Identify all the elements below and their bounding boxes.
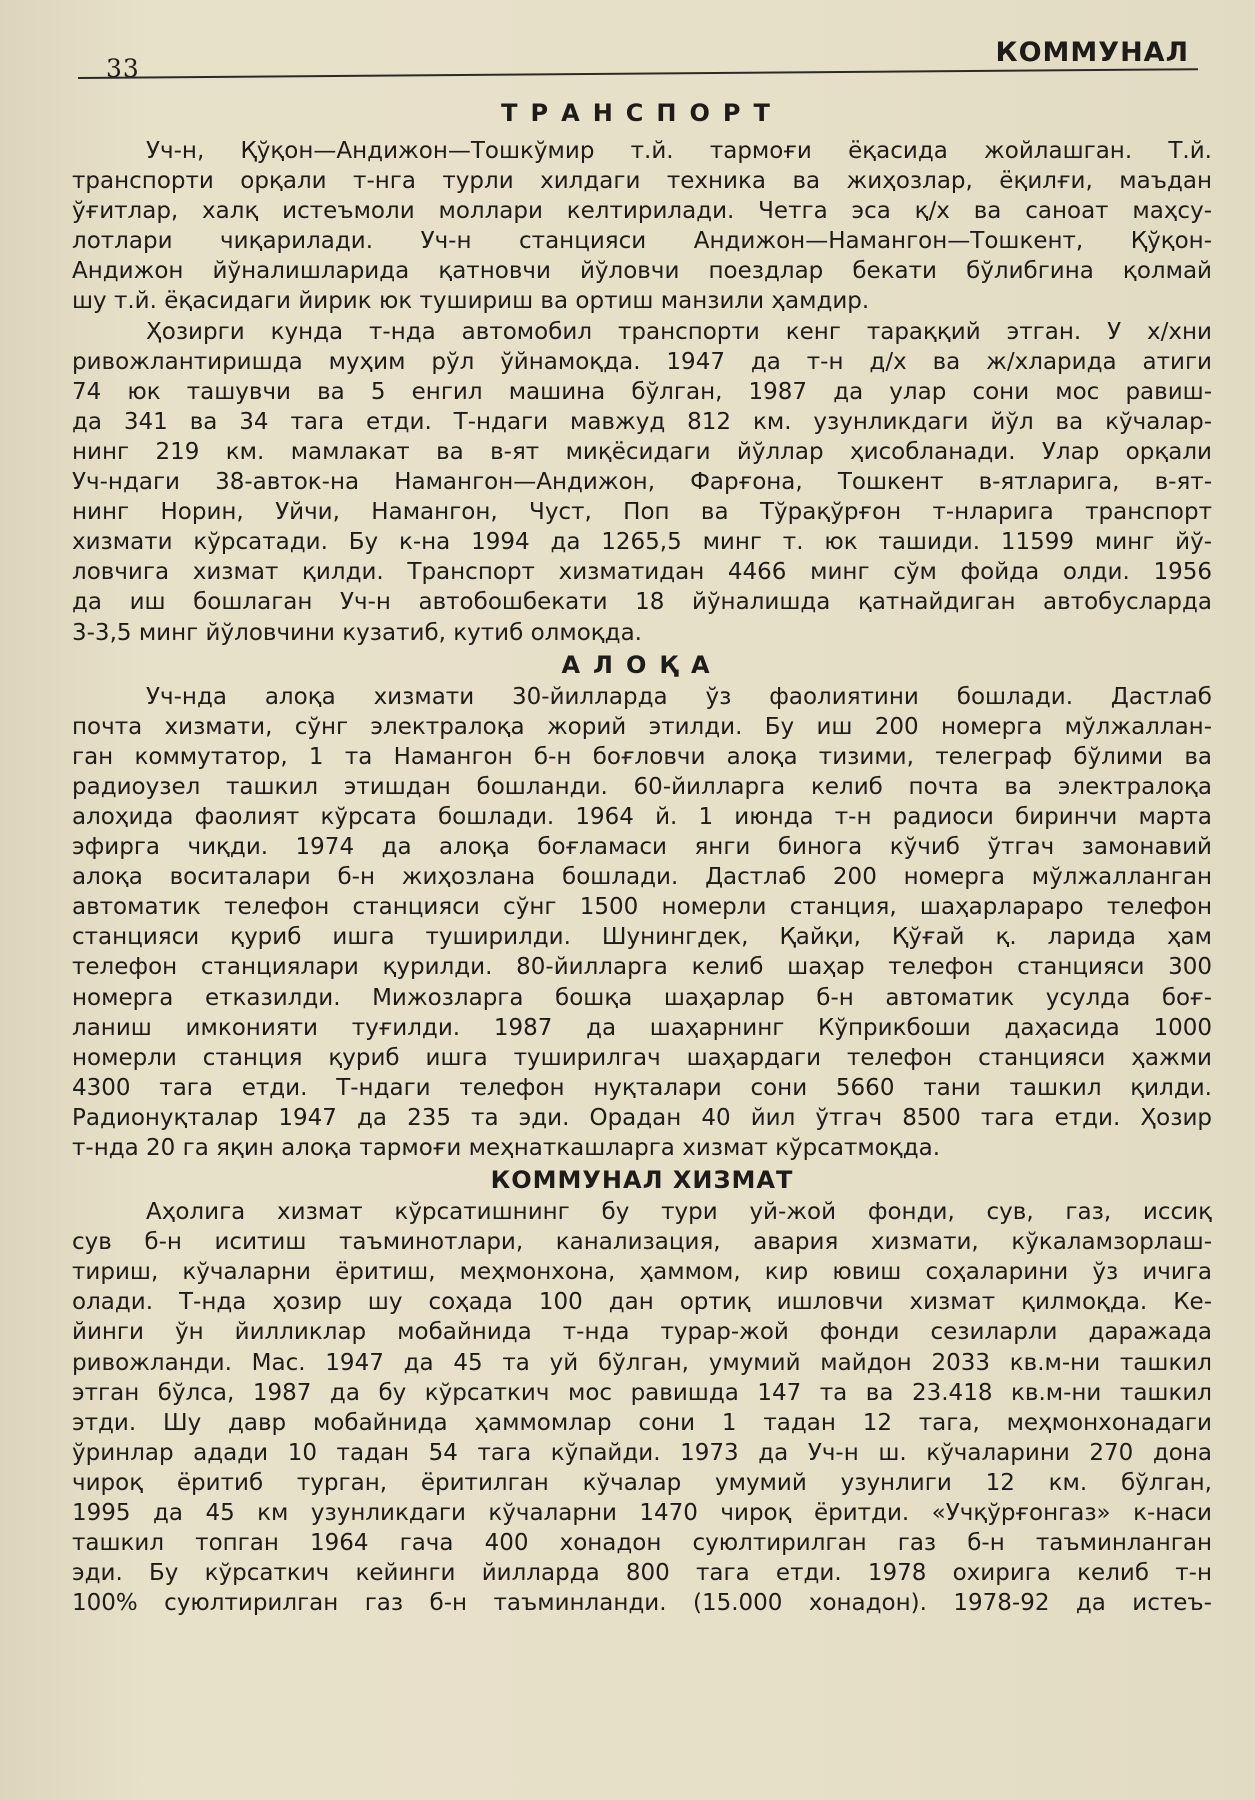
header-rule [78,68,1198,79]
text-line: т-нда 20 га яқин алоқа тармоғи меҳнаткашларга хизмат кўрсатмоқда. [72,1135,941,1161]
text-line: нинг Норин, Уйчи, Намангон, Чуст, Поп ва Тўрақўрғон т-нларига транспорт [72,499,1212,526]
page-body [72,96,1212,1618]
paragraph [72,136,1212,317]
text-line: Радионуқталар 1947 да 235 та эди. Орадан 40 йил ўтгач 8500 тага етди. Ҳозир [72,1104,1212,1131]
paragraph [72,682,1212,1164]
text-line: транспорти орқали т-нга турли хилдаги техника ва жиҳозлар, ёқилғи, маъдан [72,168,1212,195]
text-line: тириш, кўчаларни ёритиш, меҳмонхона, ҳаммом, кир ювиш соҳаларини ўз ичига [72,1259,1212,1286]
text-line: ташкил топган 1964 гача 400 хонадон суюлтирилган газ б-н таъминланган [72,1530,1212,1557]
text-line: алоҳида фаолият кўрсата бошлади. 1964 й. 1 июнда т-н радиоси биринчи марта [72,803,1212,830]
text-line: ривожланди. Мас. 1947 да 45 та уй бўлган, умумий майдон 2033 кв.м-ни ташкил [72,1349,1212,1376]
section-title-transport: ТРАНСПОРТ [501,99,783,127]
text-line: ўғитлар, халқ истеъмоли моллари келтирилади. Четга эса қ/х ва саноат маҳсу- [72,198,1212,225]
text-line: радиоузел ташкил этишдан бошланди. 60-йилларга келиб почта ва электралоқа [72,773,1212,800]
paragraph [72,317,1212,648]
text-line: станцияси қуриб ишга туширилди. Шунингдек, Қайқи, Қўғай қ. ларида ҳам [72,924,1212,951]
text-line: йинги ўн йилликлар мобайнида т-нда турар-жой фонди сезиларли даражада [72,1319,1212,1346]
text-line: Уч-н, Қўқон—Андижон—Тошкўмир т.й. тармоғи ёқасида жойлашган. Т.й. [146,138,1212,164]
text-line: нинг 219 км. мамлакат ва в-ят миқёсидаги йўллар ҳисобланади. Улар орқали [72,438,1212,465]
text-line: эфирга чиқди. 1974 да алоқа боғламаси янги бинога кўчиб ўтгач замонавий [72,834,1212,861]
text-line: Уч-нда алоқа хизмати 30-йилларда ўз фаолиятини бошлади. Дастлаб [146,683,1212,710]
paragraph [72,1197,1212,1618]
text-line: номерга етказилди. Мижозларга бошқа шаҳарлар б-н автоматик усулда боғ- [72,984,1212,1011]
text-line: чироқ ёритиб турган, ёритилган кўчалар умумий узунлиги 12 км. бўлган, [72,1469,1212,1496]
text-line: олади. Т-нда ҳозир шу соҳада 100 дан ортиқ ишловчи хизмат қилмоқда. Ке- [72,1289,1212,1316]
text-line: лотлари чиқарилади. Уч-н станцияси Андижон—Намангон—Тошкент, Қўқон- [72,228,1212,255]
text-line: Андижон йўналишларида қатновчи йўловчи поездлар бекати бўлибгина қолмай [72,258,1212,285]
text-line: номерли станция қуриб ишга туширилгач шаҳардаги телефон станцияси ҳажми [72,1044,1212,1071]
page-number: 33 [106,54,140,83]
text-line: Уч-ндаги 38-авток-на Намангон—Андижон, Фарғона, Тошкент в-ятларига, в-ят- [72,469,1212,496]
text-line: эди. Бу кўрсаткич кейинги йилларда 800 тага етди. 1978 охирига келиб т-н [72,1560,1212,1587]
text-line: ўринлар адади 10 тадан 54 тага кўпайди. 1973 да Уч-н ш. кўчаларини 270 дона [72,1439,1212,1466]
text-line: телефон станциялари қурилди. 80-йилларга келиб шаҳар телефон станцияси 300 [72,954,1212,981]
text-line: автоматик телефон станцияси сўнг 1500 номерли станция, шаҳарлараро телефон [72,894,1212,921]
text-line: 4300 тага етди. Т-ндаги телефон нуқталари сони 5660 тани ташкил қилди. [72,1074,1212,1101]
text-line: Аҳолига хизмат кўрсатишнинг бу тури уй-жой фонди, сув, газ, иссиқ [146,1199,1212,1226]
text-line: этган бўлса, 1987 да бу кўрсаткич мос равишда 147 та ва 23.418 кв.м-ни ташкил [72,1379,1212,1406]
text-line: алоқа воситалари б-н жиҳозлана бошлади. Дастлаб 200 номерга мўлжалланган [72,864,1212,891]
section-title-communal-services: КОММУНАЛ ХИЗМАТ [490,1166,794,1195]
text-line: Ҳозирги кунда т-нда автомобил транспорти кенг тараққий этган. У х/хни [146,318,1212,345]
text-line: шу т.й. ёқасидаги йирик юк тушириш ва ортиш манзили ҳамдир. [72,288,870,315]
section-title-communication: АЛОҚА [561,650,723,679]
text-line: сув б-н иситиш таъминотлари, канализация, авария хизмати, кўкаламзорлаш- [72,1229,1212,1256]
text-line: 74 юк ташувчи ва 5 енгил машина бўлган, 1987 да улар сони мос равиш- [72,378,1212,405]
text-line: ривожлантиришда муҳим рўл ўйнамоқда. 1947 да т-н д/х ва ж/хларида атиги [72,348,1212,375]
running-head: КОММУНАЛ [995,37,1189,68]
text-line: ловчига хизмат қилди. Транспорт хизматидан 4466 минг сўм фойда олди. 1956 [72,559,1212,586]
text-line: хизмати кўрсатади. Бу к-на 1994 да 1265,5 минг т. юк ташиди. 11599 минг йў- [72,529,1212,556]
text-line: 1995 да 45 км узунликдаги кўчаларни 1470 чироқ ёритди. «Учқўрғонгаз» к-наси [72,1500,1212,1527]
text-line: да 341 ва 34 тага етди. Т-ндаги мавжуд 812 км. узунликдаги йўл ва кўчалар- [72,408,1212,435]
text-line: почта хизмати, сўнг электралоқа жорий этилди. Бу иш 200 номерга мўлжаллан- [72,713,1212,740]
text-line: ланиш имконияти туғилди. 1987 да шаҳарнинг Кўприкбоши даҳасида 1000 [72,1014,1212,1041]
text-line: ган коммутатор, 1 та Намангон б-н боғловчи алоқа тизими, телеграф бўлими ва [72,743,1212,770]
text-line: да иш бошлаган Уч-н автобошбекати 18 йўналишда қатнайдиган автобусларда [72,589,1212,616]
text-line: этди. Шу давр мобайнида ҳаммомлар сони 1 тадан 12 тага, меҳмонхонадаги [72,1409,1212,1436]
text-line: 100% суюлтирилган газ б-н таъминланди. (15.000 хонадон). 1978-92 да истеъ- [72,1590,1212,1617]
text-line: 3-3,5 минг йўловчини кузатиб, кутиб олмоқда. [72,619,642,646]
